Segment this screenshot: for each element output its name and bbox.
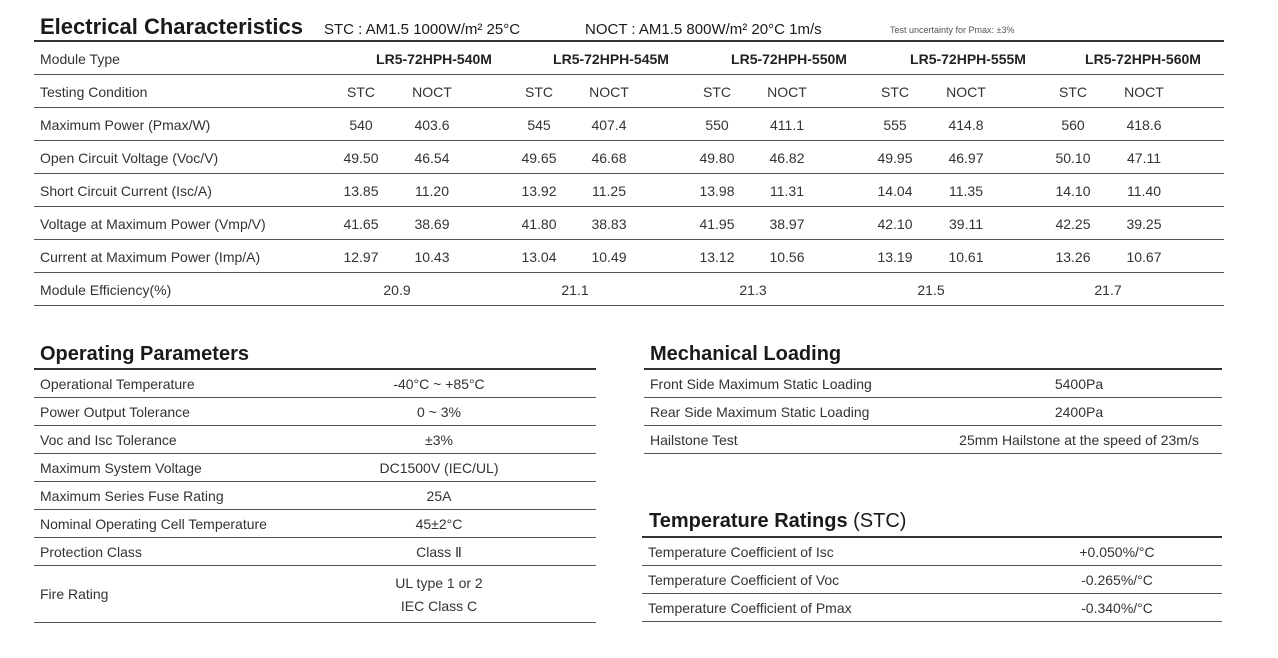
table-cell: 11.35 bbox=[949, 183, 983, 199]
table-row bbox=[34, 75, 1224, 108]
table-row bbox=[34, 141, 1224, 174]
row-label: Maximum Power (Pmax/W) bbox=[40, 117, 211, 133]
table-cell: 13.12 bbox=[699, 249, 735, 265]
table-cell: 41.95 bbox=[699, 216, 735, 232]
table-cell: 42.10 bbox=[877, 216, 913, 232]
module-name: LR5-72HPH-555M bbox=[910, 51, 1026, 67]
table-cell: 13.85 bbox=[343, 183, 379, 199]
table-cell: NOCT bbox=[767, 84, 807, 100]
row-label: Temperature Coefficient of Pmax bbox=[648, 600, 852, 616]
table-row bbox=[34, 174, 1224, 207]
electrical-title: Electrical Characteristics bbox=[40, 14, 303, 39]
row-label: Protection Class bbox=[40, 544, 142, 560]
operating-title: Operating Parameters bbox=[40, 343, 249, 365]
table-cell: 46.82 bbox=[769, 150, 805, 166]
table-cell: 407.4 bbox=[591, 117, 627, 133]
row-label: Short Circuit Current (Isc/A) bbox=[40, 183, 212, 199]
row-label: Voltage at Maximum Power (Vmp/V) bbox=[40, 216, 266, 232]
table-cell: 560 bbox=[1061, 117, 1085, 133]
row-value: 5400Pa bbox=[1054, 376, 1104, 392]
table-row bbox=[34, 426, 596, 454]
table-cell: 418.6 bbox=[1126, 117, 1162, 133]
table-cell: 46.68 bbox=[591, 150, 627, 166]
table-cell: 46.54 bbox=[414, 150, 450, 166]
row-label: Temperature Coefficient of Voc bbox=[648, 572, 840, 588]
table-cell: 41.65 bbox=[343, 216, 379, 232]
test-uncertainty-note: Test uncertainty for Pmax: ±3% bbox=[890, 25, 1015, 35]
table-row bbox=[34, 240, 1224, 273]
table-cell: 11.31 bbox=[770, 183, 804, 199]
row-label: Hailstone Test bbox=[650, 432, 738, 448]
row-value: DC1500V (IEC/UL) bbox=[379, 460, 499, 476]
table-row bbox=[34, 398, 596, 426]
table-cell: 414.8 bbox=[948, 117, 984, 133]
row-value: 2400Pa bbox=[1054, 404, 1104, 420]
row-label: Power Output Tolerance bbox=[40, 404, 190, 420]
table-cell: 46.97 bbox=[948, 150, 984, 166]
module-name: LR5-72HPH-545M bbox=[553, 51, 669, 67]
table-cell: 411.1 bbox=[770, 117, 804, 133]
table-cell: 38.97 bbox=[769, 216, 805, 232]
table-cell: 14.04 bbox=[877, 183, 913, 199]
table-row bbox=[34, 108, 1224, 141]
row-value: -0.265%/°C bbox=[1081, 572, 1153, 588]
module-name: LR5-72HPH-550M bbox=[731, 51, 847, 67]
table-cell: 13.98 bbox=[699, 183, 735, 199]
row-label: Current at Maximum Power (Imp/A) bbox=[40, 249, 261, 265]
table-cell: 39.11 bbox=[949, 216, 983, 232]
table-cell: STC bbox=[347, 84, 375, 100]
table-row bbox=[34, 370, 596, 398]
table-cell: 41.80 bbox=[521, 216, 557, 232]
table-cell: 555 bbox=[883, 117, 907, 133]
temperature-title-sub: (STC) bbox=[853, 510, 907, 532]
table-cell: 47.11 bbox=[1127, 150, 1161, 166]
table-cell: NOCT bbox=[1124, 84, 1164, 100]
module-name: LR5-72HPH-560M bbox=[1085, 51, 1201, 67]
table-row bbox=[642, 566, 1222, 594]
table-cell: 10.61 bbox=[948, 249, 984, 265]
table-row bbox=[34, 454, 596, 482]
temperature-title-text: Temperature Ratings bbox=[649, 510, 848, 532]
table-row bbox=[34, 207, 1224, 240]
table-cell: 11.25 bbox=[592, 183, 626, 199]
table-cell: 10.43 bbox=[414, 249, 450, 265]
row-value: 25mm Hailstone at the speed of 23m/s bbox=[959, 432, 1199, 448]
row-value: IEC Class C bbox=[400, 598, 478, 614]
table-row bbox=[642, 594, 1222, 622]
stc-condition: STC : AM1.5 1000W/m² 25°C bbox=[324, 21, 521, 38]
module-type-row bbox=[34, 42, 1224, 75]
table-cell: 20.9 bbox=[383, 282, 411, 298]
noct-condition: NOCT : AM1.5 800W/m² 20°C 1m/s bbox=[585, 21, 822, 38]
row-value: -40°C ~ +85°C bbox=[393, 376, 485, 392]
table-row bbox=[34, 510, 596, 538]
row-label: Rear Side Maximum Static Loading bbox=[650, 404, 870, 420]
table-cell: 49.65 bbox=[521, 150, 557, 166]
row-label: Module Efficiency(%) bbox=[40, 282, 172, 298]
table-row bbox=[644, 370, 1222, 398]
table-cell: 38.83 bbox=[591, 216, 627, 232]
table-cell: NOCT bbox=[412, 84, 452, 100]
row-value: +0.050%/°C bbox=[1079, 544, 1155, 560]
table-row bbox=[34, 482, 596, 510]
table-cell: 39.25 bbox=[1126, 216, 1162, 232]
table-cell: 13.92 bbox=[521, 183, 557, 199]
module-type-label: Module Type bbox=[40, 51, 120, 67]
table-cell: 14.10 bbox=[1055, 183, 1091, 199]
row-label: Maximum Series Fuse Rating bbox=[40, 488, 224, 504]
row-value: ±3% bbox=[425, 432, 453, 448]
table-cell: 50.10 bbox=[1055, 150, 1091, 166]
table-cell: 11.40 bbox=[1127, 183, 1161, 199]
row-value: UL type 1 or 2 bbox=[395, 575, 483, 591]
table-cell: 49.50 bbox=[343, 150, 379, 166]
table-cell: 403.6 bbox=[414, 117, 450, 133]
table-cell: STC bbox=[1059, 84, 1087, 100]
fire-rating-row bbox=[34, 566, 596, 623]
row-label: Temperature Coefficient of Isc bbox=[648, 544, 834, 560]
table-cell: NOCT bbox=[589, 84, 629, 100]
row-value: 25A bbox=[426, 488, 452, 504]
row-label: Operational Temperature bbox=[40, 376, 195, 392]
table-cell: 21.3 bbox=[739, 282, 767, 298]
row-value: -0.340%/°C bbox=[1081, 600, 1153, 616]
row-value: Class Ⅱ bbox=[416, 544, 462, 560]
table-cell: NOCT bbox=[946, 84, 986, 100]
table-cell: 21.5 bbox=[917, 282, 945, 298]
table-cell: 11.20 bbox=[415, 183, 449, 199]
table-cell: 12.97 bbox=[343, 249, 379, 265]
row-value: 45±2°C bbox=[415, 516, 463, 532]
table-cell: 21.1 bbox=[561, 282, 589, 298]
module-name: LR5-72HPH-540M bbox=[376, 51, 492, 67]
efficiency-row bbox=[34, 273, 1224, 306]
table-row bbox=[642, 538, 1222, 566]
row-label: Nominal Operating Cell Temperature bbox=[40, 516, 267, 532]
mechanical-title: Mechanical Loading bbox=[650, 343, 842, 365]
row-label: Testing Condition bbox=[40, 84, 148, 100]
table-cell: 10.49 bbox=[591, 249, 627, 265]
row-label: Voc and Isc Tolerance bbox=[40, 432, 177, 448]
row-label: Maximum System Voltage bbox=[40, 460, 202, 476]
table-cell: 49.80 bbox=[699, 150, 735, 166]
table-cell: 38.69 bbox=[414, 216, 450, 232]
table-row bbox=[644, 426, 1222, 454]
row-value: 0 ~ 3% bbox=[417, 404, 461, 420]
table-cell: 550 bbox=[705, 117, 729, 133]
table-cell: 10.67 bbox=[1126, 249, 1162, 265]
table-cell: 13.26 bbox=[1055, 249, 1091, 265]
table-row bbox=[644, 398, 1222, 426]
row-label: Fire Rating bbox=[40, 586, 109, 602]
table-cell: STC bbox=[881, 84, 909, 100]
table-cell: 21.7 bbox=[1094, 282, 1122, 298]
table-cell: 13.19 bbox=[877, 249, 913, 265]
row-label: Open Circuit Voltage (Voc/V) bbox=[40, 150, 219, 166]
table-cell: STC bbox=[703, 84, 731, 100]
table-cell: 10.56 bbox=[769, 249, 805, 265]
table-cell: 42.25 bbox=[1055, 216, 1091, 232]
table-cell: 49.95 bbox=[877, 150, 913, 166]
table-cell: STC bbox=[525, 84, 553, 100]
temperature-title bbox=[649, 510, 906, 533]
table-cell: 545 bbox=[527, 117, 551, 133]
table-row bbox=[34, 538, 596, 566]
row-label: Front Side Maximum Static Loading bbox=[650, 376, 872, 392]
table-cell: 13.04 bbox=[521, 249, 557, 265]
table-cell: 540 bbox=[349, 117, 373, 133]
